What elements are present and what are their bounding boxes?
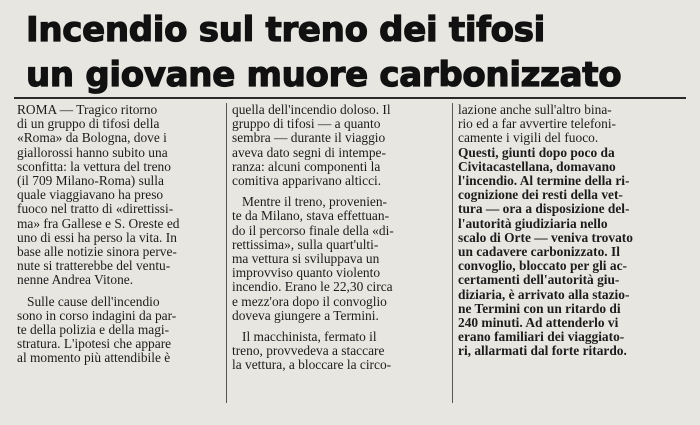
text-line: aveva dato segni di intempe- xyxy=(232,145,386,160)
column-divider xyxy=(452,103,453,403)
text-line: convoglio, bloccato per gli ac- xyxy=(458,259,627,274)
text-line: di un gruppo di tifosi della xyxy=(17,117,160,132)
text-line: sembra — durante il viaggio xyxy=(232,131,386,146)
text-line: giallorossi hanno subito una xyxy=(17,145,168,160)
text-line: ma» fra Gallese e S. Oreste ed xyxy=(17,216,180,231)
text-line: tura — ora a disposizione del- xyxy=(458,202,630,217)
text-line: stratura. L'ipotesi che appare xyxy=(17,337,172,352)
text-line: cognizione dei resti della vet- xyxy=(458,188,623,203)
text-line: nute si tratterebbe del ventu- xyxy=(17,259,171,274)
text-line: te della polizia e della magi- xyxy=(17,323,170,338)
text-line: rio ed a far avvertire telefoni- xyxy=(458,117,616,132)
text-line: comitiva apparivano alticci. xyxy=(232,174,382,189)
text-line: ne Termini con un ritardo di xyxy=(458,301,621,316)
text-line: incendio. Erano le 22,30 circa xyxy=(232,280,393,295)
text-line: al momento più attendibile è xyxy=(17,351,171,366)
text-line: te da Milano, stava effettuan- xyxy=(232,209,390,224)
text-line: Mentre il treno, provenien- xyxy=(242,195,388,210)
article-column-3 xyxy=(458,103,688,359)
text-line: quella dell'incendio doloso. Il xyxy=(232,103,391,117)
column-divider xyxy=(226,103,227,403)
text-line: rettissima», sulla quart'ulti- xyxy=(232,237,379,252)
text-line: la vettura, a bloccare la circo- xyxy=(232,358,392,373)
text-line: gruppo di tifosi — a quanto xyxy=(232,117,381,132)
paragraph xyxy=(17,295,222,366)
article-column-2 xyxy=(232,103,446,373)
text-line: Questi, giunti dopo poco da xyxy=(458,145,615,160)
paragraph xyxy=(232,330,446,373)
text-line: sono in corso indagini da par- xyxy=(17,308,177,323)
text-line: ri, allarmati dal forte ritardo. xyxy=(458,344,627,359)
text-line: treno, provvedeva a staccare xyxy=(232,344,385,359)
text-line: ma vettura si sviluppava un xyxy=(232,252,380,267)
text-line: (il 709 Milano-Roma) sulla xyxy=(17,174,164,189)
text-line: erano familiari dei viaggiato- xyxy=(458,330,625,345)
text-line: Civitacastellana, domavano xyxy=(458,159,616,174)
text-line: improvviso quanto violento xyxy=(232,266,381,281)
headline-line-1: Incendio sul treno dei tifosi xyxy=(26,10,546,50)
headline-line-2: un giovane muore carbonizzato xyxy=(26,55,622,95)
text-line: fuoco nel tratto di «direttissi- xyxy=(17,202,174,217)
text-line: e mezz'ora dopo il convoglio xyxy=(232,294,387,309)
text-line: Sulle cause dell'incendio xyxy=(27,294,160,309)
paragraph xyxy=(232,103,446,188)
paragraph xyxy=(232,195,446,323)
text-line: base alle notizie sinora perve- xyxy=(17,245,177,260)
text-line: «Roma» da Bologna, dove i xyxy=(17,131,167,146)
text-line: doveva giungere a Termini. xyxy=(232,308,379,323)
text-line: sconfitta: la vettura del treno xyxy=(17,159,171,174)
text-line: diziaria, è arrivato alla stazio- xyxy=(458,287,630,302)
text-line: 240 minuti. Ad attenderlo vi xyxy=(458,316,619,331)
text-line: scalo di Orte — veniva trovato xyxy=(458,230,633,245)
text-line: uno di essi ha perso la vita. In xyxy=(17,230,177,245)
text-line: Il macchinista, fermato il xyxy=(242,330,377,345)
text-line: l'autorità giudiziaria nello xyxy=(458,216,608,231)
paragraph xyxy=(17,103,222,288)
text-line: quale viaggiavano ha preso xyxy=(17,188,164,203)
text-line: do il percorso finale della «di- xyxy=(232,223,394,238)
text-line: lazione anche sull'altro bina- xyxy=(458,103,612,117)
text-line: un cadavere carbonizzato. Il xyxy=(458,245,620,260)
text-line: certamenti dell'autorità giu- xyxy=(458,273,620,288)
text-line: ranza: alcuni componenti la xyxy=(232,159,381,174)
headline-rule xyxy=(14,97,686,99)
text-line: camente i vigili del fuoco. xyxy=(458,131,599,146)
text-line: ROMA — Tragico ritorno xyxy=(17,103,158,117)
text-line: l'incendio. Al termine della ri- xyxy=(458,174,630,189)
paragraph xyxy=(458,103,688,359)
text-line: nenne Andrea Vitone. xyxy=(17,273,134,288)
article-column-1 xyxy=(17,103,222,366)
